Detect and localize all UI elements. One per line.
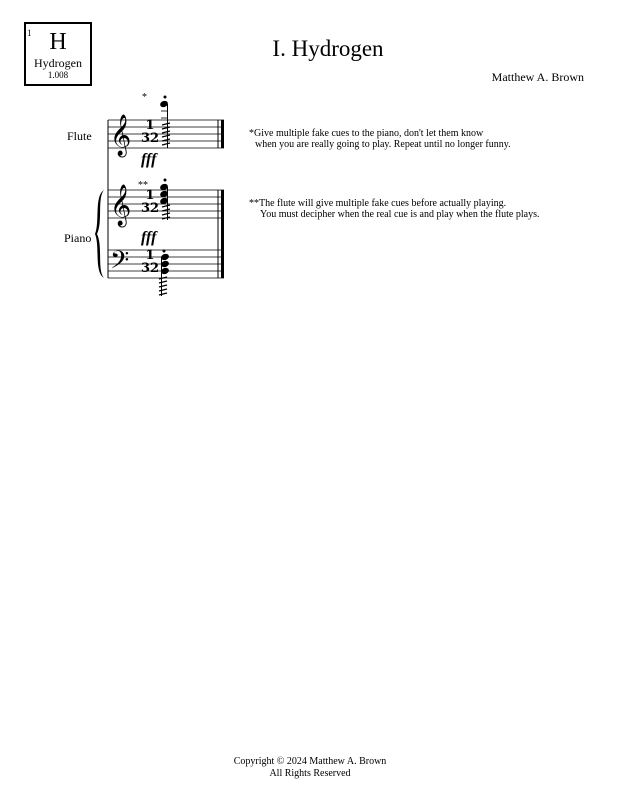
flute-footnote-mark: * xyxy=(142,92,147,103)
piano-brace xyxy=(95,190,104,278)
piece-title: I. Hydrogen xyxy=(272,36,384,61)
treble-clef-icon: 𝄞 xyxy=(110,115,132,156)
element-mass: 1.008 xyxy=(47,70,69,80)
piano-footnote-mark: ** xyxy=(138,180,148,191)
time-denominator: 32 xyxy=(140,261,160,276)
footnote-1 xyxy=(249,128,511,150)
piano-treble-chord xyxy=(159,179,170,221)
copyright xyxy=(0,756,620,780)
copyright-line: Copyright © 2024 Matthew A. Brown xyxy=(233,756,387,767)
time-numerator: 1 xyxy=(145,188,155,203)
footnote-line: Give multiple fake cues to the piano, don't let them know xyxy=(254,128,484,139)
piano-bass-chord xyxy=(159,250,170,297)
treble-time-signature xyxy=(140,189,160,215)
time-denominator: 32 xyxy=(140,131,160,146)
piano-dynamic: fff xyxy=(141,229,157,246)
instrument-flute: Flute xyxy=(67,129,92,143)
bass-clef-icon: 𝄢 xyxy=(110,246,130,281)
time-numerator: 1 xyxy=(145,118,155,133)
instrument-piano: Piano xyxy=(64,231,92,245)
piano-final-barline xyxy=(218,190,224,278)
time-denominator: 32 xyxy=(140,201,160,216)
footnote-mark: * xyxy=(249,128,254,139)
flute-time-signature xyxy=(140,119,160,145)
flute-note xyxy=(159,96,170,149)
footnote-mark: ** xyxy=(249,198,259,209)
composer: Matthew A. Brown xyxy=(491,70,584,84)
element-number: 1 xyxy=(27,28,32,38)
time-numerator: 1 xyxy=(145,248,155,263)
footnote-line: The flute will give multiple fake cues before actually playing. xyxy=(259,198,507,209)
element-name: Hydrogen xyxy=(34,56,82,70)
rights-line: All Rights Reserved xyxy=(269,768,351,779)
footnote-line: You must decipher when the real cue is and play when the flute plays. xyxy=(260,209,540,220)
treble-clef-icon: 𝄞 xyxy=(110,185,132,226)
flute-dynamic: fff xyxy=(141,151,157,168)
bass-time-signature xyxy=(140,249,160,275)
footnote-line: when you are really going to play. Repeat until no longer funny. xyxy=(255,139,511,150)
element-symbol: H xyxy=(49,29,67,55)
footnote-2 xyxy=(249,198,539,220)
